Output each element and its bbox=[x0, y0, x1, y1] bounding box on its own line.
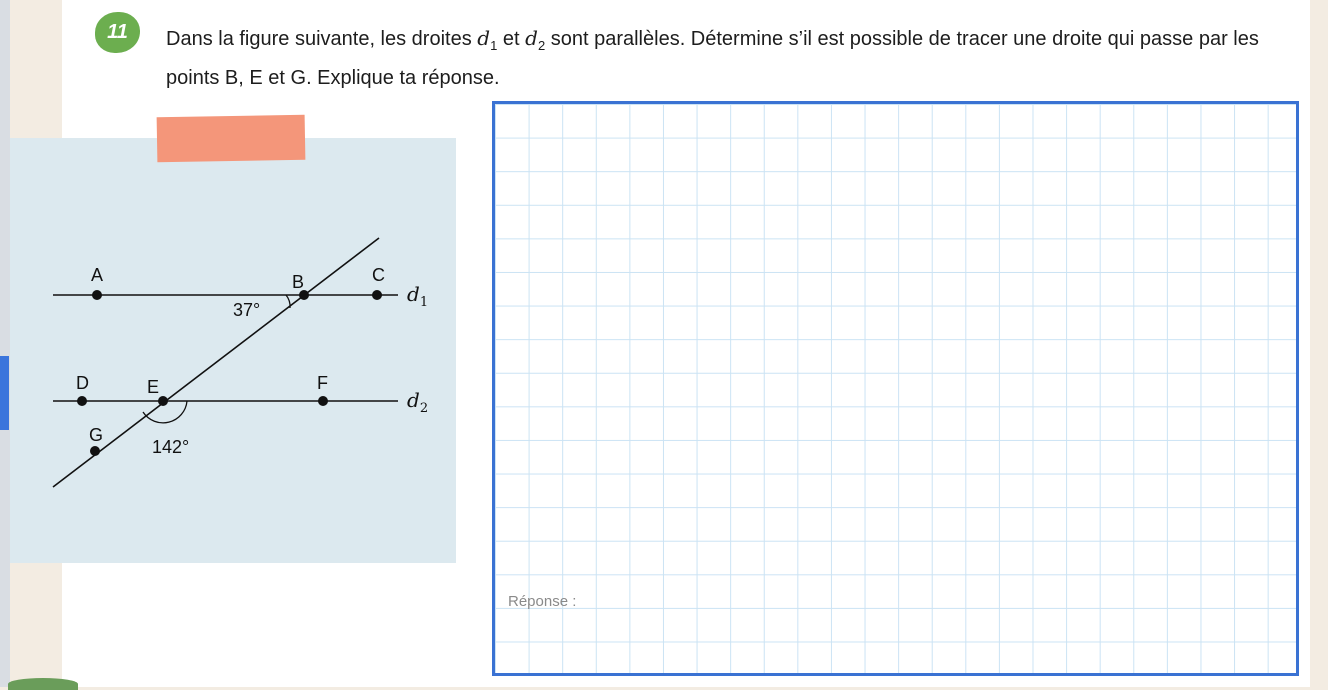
left-margin-strip bbox=[0, 0, 10, 687]
question-text bbox=[166, 22, 1306, 94]
answer-label: Réponse : bbox=[508, 593, 577, 610]
label-e: E bbox=[147, 377, 160, 397]
point-g bbox=[90, 446, 100, 456]
label-g: G bbox=[89, 425, 104, 445]
point-e bbox=[158, 396, 168, 406]
angle-label-b: 37° bbox=[233, 300, 261, 320]
label-c: C bbox=[372, 265, 385, 285]
angle-label-e: 142° bbox=[152, 437, 190, 457]
point-a bbox=[92, 290, 102, 300]
point-c bbox=[372, 290, 382, 300]
question-part-3: sont parallèles. Détermine s’il est possible de tracer une droite qui passe par les points B, E et G. Explique ta réponse. bbox=[166, 28, 1259, 89]
question-part-2: et bbox=[497, 28, 526, 50]
point-d bbox=[77, 396, 87, 406]
label-a: A bbox=[91, 265, 104, 285]
left-accent-bar bbox=[0, 356, 9, 430]
line-label-d1: $d_1$ bbox=[407, 282, 429, 310]
point-f bbox=[318, 396, 328, 406]
label-b: B bbox=[292, 272, 305, 292]
answer-grid-box[interactable] bbox=[492, 101, 1299, 676]
plant-decoration bbox=[8, 678, 78, 690]
line-label-d2: $d_2$ bbox=[407, 388, 429, 416]
question-d1-sub: 1 bbox=[490, 38, 498, 53]
question-d2: d bbox=[525, 26, 538, 50]
geometry-figure bbox=[10, 138, 456, 563]
angle-arc-b bbox=[286, 295, 290, 308]
question-part-1: Dans la figure suivante, les droites bbox=[166, 28, 478, 50]
question-d2-sub: 2 bbox=[537, 38, 546, 53]
exercise-number: 11 bbox=[107, 21, 128, 43]
label-d: D bbox=[76, 373, 89, 393]
question-d1: d bbox=[477, 26, 491, 50]
label-f: F bbox=[317, 373, 328, 393]
